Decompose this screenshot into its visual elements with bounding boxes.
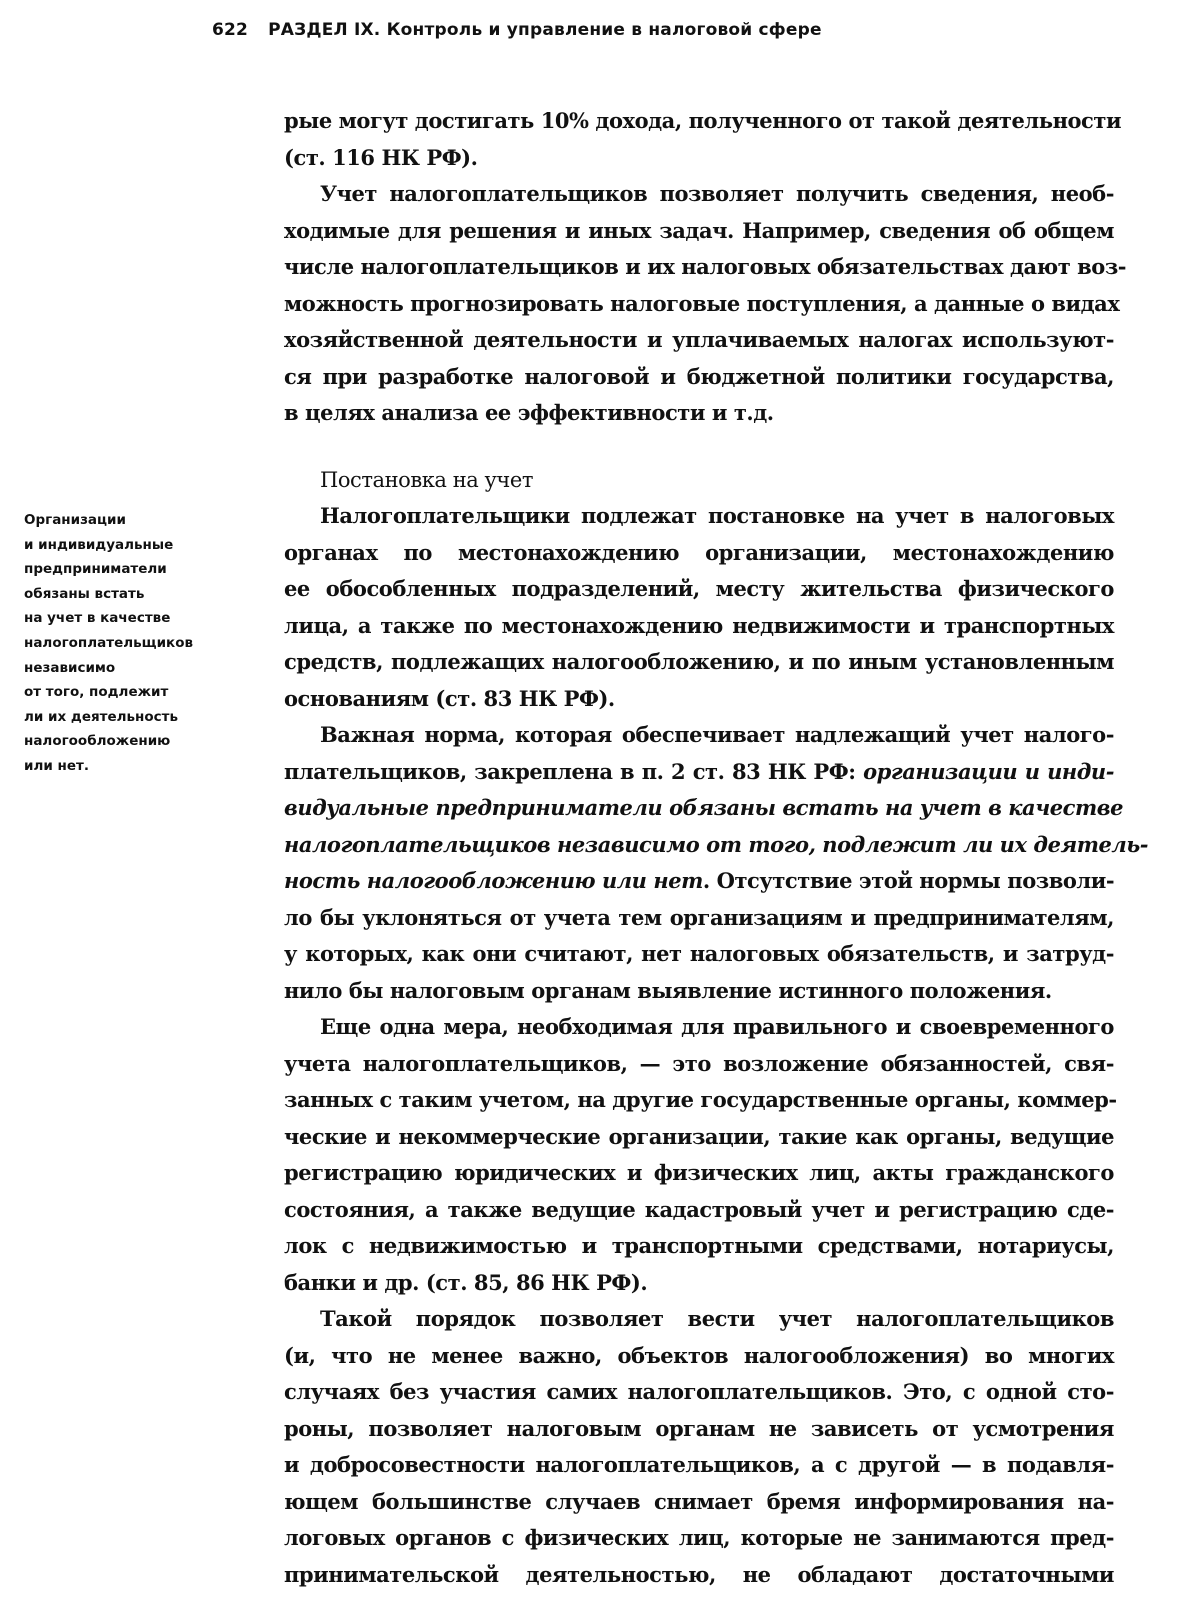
margin-note-line: налогообложению — [24, 733, 171, 750]
text-line: (ст. 116 НК РФ). — [284, 144, 478, 170]
text-line: хозяйственной деятельности и уплачиваемых налогах используют- — [284, 327, 1114, 352]
margin-note-line: или нет. — [24, 757, 89, 774]
text-line: органах по местонахождению организации, местонахождению — [284, 539, 1114, 565]
text-line: логовых органов с физических лиц, которые не занимаются пред- — [284, 1525, 1114, 1550]
running-header — [212, 20, 822, 40]
section-heading: Постановка на учет — [320, 467, 534, 492]
text-line: состояния, а также ведущие кадастровый учет и регистрацию сде- — [284, 1196, 1114, 1222]
margin-note-line: ли их деятельность — [24, 708, 179, 725]
text-line — [284, 827, 1149, 864]
text-line: нило бы налоговым органам выявление истинного положения. — [284, 977, 1052, 1003]
text-line: лок с недвижимостью и транспортными средствами, нотариусы, — [284, 1233, 1114, 1258]
margin-note-line: Организации — [24, 512, 126, 528]
text-line — [284, 754, 1114, 791]
text-line: ее обособленных подразделений, месту жительства физического — [284, 576, 1114, 601]
text-line: банки и др. (ст. 85, 86 НК РФ). — [284, 1269, 648, 1295]
text-line: ческие и некоммерческие организации, такие как органы, ведущие — [284, 1123, 1114, 1149]
text-line: у которых, как они считают, нет налоговых обязательств, и затруд- — [284, 941, 1114, 966]
italic-run: организации и инди- — [863, 758, 1114, 784]
text-line: средств, подлежащих налогообложению, и по иным установленным — [284, 649, 1114, 674]
text-line: ющем большинстве случаев снимает бремя информирования на- — [284, 1488, 1114, 1514]
italic-run: налогоплательщиков независимо от того, подлежит ли их деятель- — [284, 831, 1149, 857]
text-line: принимательской деятельностью, не обладают достаточными — [284, 1561, 1114, 1587]
margin-note-line: независимо — [24, 659, 116, 676]
text-run: . Отсутствие этой нормы позволи- — [702, 868, 1115, 893]
margin-note-line: на учет в качестве — [24, 610, 171, 627]
italic-run: видуальные предприниматели обязаны встать на учет в качестве — [284, 795, 1124, 820]
text-line: регистрацию юридических и физических лиц, акты гражданского — [284, 1160, 1114, 1185]
text-line: ходимые для решения и иных задач. Например, сведения об общем — [284, 217, 1114, 243]
text-line: Важная норма, которая обеспечивает надлежащий учет налого- — [320, 722, 1114, 747]
text-line: числе налогоплательщиков и их налоговых обязательствах дают воз- — [284, 254, 1127, 279]
section-spacer — [284, 432, 1114, 462]
text-line: лица, а также по местонахождению недвижимости и транспортных — [284, 612, 1114, 638]
margin-note-line: от того, подлежит — [24, 684, 169, 701]
page-number: 622 — [212, 20, 249, 40]
text-line: ло бы уклоняться от учета тем организациям и предпринимателям, — [284, 904, 1114, 930]
text-line: можность прогнозировать налоговые поступления, а данные о видах — [284, 290, 1120, 316]
text-line: Такой порядок позволяет вести учет налогоплательщиков — [320, 1306, 1114, 1331]
margin-note — [24, 508, 254, 779]
text-line: случаях без участия самих налогоплательщиков. Это, с одной сто- — [284, 1379, 1114, 1404]
text-line: занных с таким учетом, на другие государственные органы, коммер- — [284, 1087, 1117, 1112]
running-title: РАЗДЕЛ IX. Контроль и управление в налоговой сфере — [268, 20, 822, 40]
text-line — [284, 863, 1114, 900]
margin-note-line: обязаны встать — [24, 585, 145, 602]
margin-note-line: налогоплательщиков — [24, 634, 194, 651]
italic-run: ность налогообложению или нет — [284, 868, 703, 893]
margin-note-line: предприниматели — [24, 561, 167, 578]
text-run: плательщиков, закреплена в п. 2 ст. 83 НК РФ: — [284, 758, 864, 784]
text-line: Еще одна мера, необходимая для правильного и своевременного — [320, 1014, 1114, 1039]
text-line: (и, что не менее важно, объектов налогообложения) во многих — [284, 1342, 1114, 1368]
text-line: рые могут достигать 10% дохода, полученного от такой деятельности — [284, 108, 1122, 133]
body-text — [284, 103, 1149, 1593]
text-line: и добросовестности налогоплательщиков, а с другой — в подавля- — [284, 1452, 1114, 1477]
text-line: учета налогоплательщиков, — это возложение обязанностей, свя- — [284, 1050, 1114, 1076]
text-line: роны, позволяет налоговым органам не зависеть от усмотрения — [284, 1415, 1114, 1441]
text-line: основаниям (ст. 83 НК РФ). — [284, 685, 615, 711]
text-line: в целях анализа ее эффективности и т.д. — [284, 400, 774, 425]
text-line: ся при разработке налоговой и бюджетной политики государства, — [284, 363, 1114, 389]
text-line — [284, 790, 1124, 827]
text-line: Учет налогоплательщиков позволяет получить сведения, необ- — [320, 181, 1114, 206]
text-line: Налогоплательщики подлежат постановке на учет в налоговых — [320, 503, 1114, 528]
margin-note-line: и индивидуальные — [24, 536, 174, 553]
